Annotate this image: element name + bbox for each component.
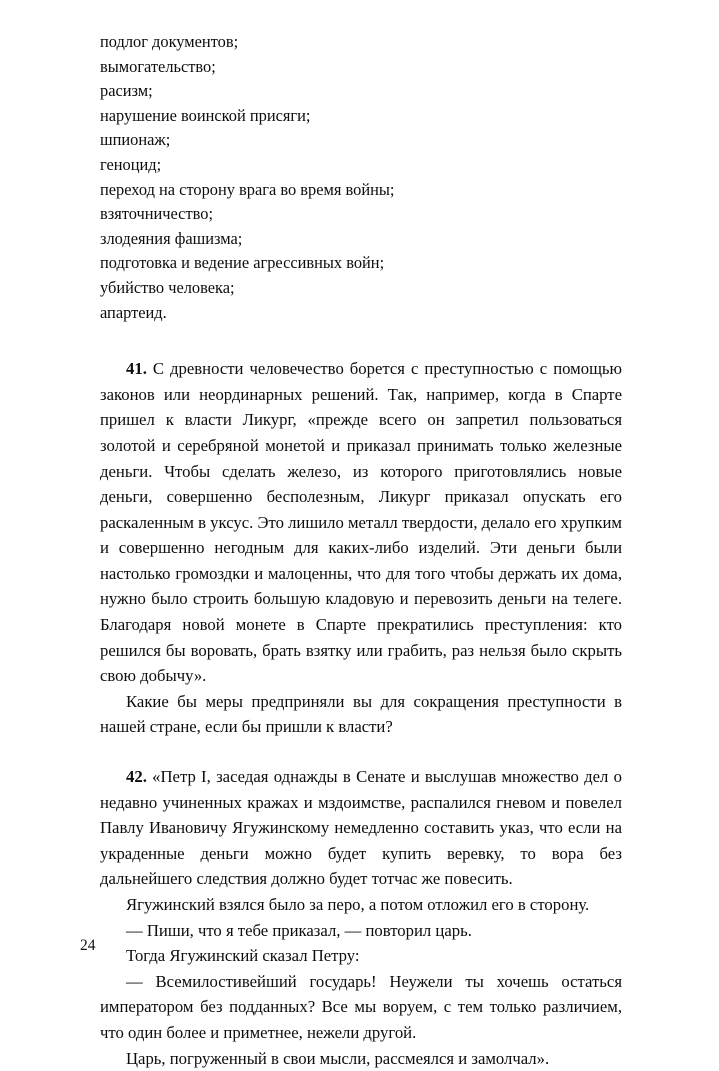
list-item: подлог документов; [100,32,239,51]
exercise-42-line-5: — Всемилостивейший государь! Неужели ты хочешь остаться императором без подданных? Все мы воруем, с тем только различием, что один более и приметнее, нежели другой. [100,971,622,1042]
exercise-41-body: С древности человечество борется с преступностью с помощью законов или неординарных решений. Так, например, когда в Спарте пришел к власти Ликург, «прежде всего он запретил пользоваться золотой и серебряной монетой и приказал принимать только железные деньги. Чтобы сделать железо, из которого приготовлялись новые деньги, совершенно бесполезным, Ликург приказал опускать его раскаленным в уксус. Это лишило металл твердости, делало его хрупким и совершенно негодным для каких-либо изделий. Эти деньги были настолько громоздки и малоценны, что для того чтобы держать их дома, нужно было строить большую кладовую и перевозить деньги на телеге. Благодаря новой монете в Спарте прекратились преступления: кто решился бы воровать, брать взятку или грабить, раз нельзя было скрыть свою добычу». [100,359,622,686]
exercise-42-line-6: Царь, погруженный в свои мысли, рассмеялся и замолчал». [126,1048,550,1068]
page-number: 24 [80,937,96,954]
exercise-42-line-4: Тогда Ягужинский сказал Петру: [126,946,360,966]
exercise-42-paragraph [100,764,622,892]
exercise-42-line-2: Ягужинский взялся было за перо, а потом отложил его в сторону. [126,895,590,914]
list-item: геноцид; [100,154,162,174]
exercise-42-body: «Петр I, заседая однажды в Сенате и выслушав множество дел о недавно учиненных кражах и мздоимстве, распалился гневом и повелел Павлу Ивановичу Ягужинскому немедленно составить указ, что если на украденные деньги можно будет купить веревку, то вора без дальнейшего следствия должно будет тотчас же повесить. [100,767,622,889]
list-item: переход на сторону врага во время войны; [100,179,395,199]
list-item: взяточничество; [100,204,213,224]
exercise-41-number: 41. [126,359,147,379]
spacer [100,325,622,356]
exercise-41-paragraph [100,356,622,689]
spacer [100,740,622,764]
list-item: нарушение воинской присяги; [100,105,311,125]
exercise-42-line-3: — Пиши, что я тебе приказал, — повторил царь. [126,920,472,940]
list-item: убийство человека; [100,277,235,297]
list-item: расизм; [100,81,153,101]
list-item: подготовка и ведение агрессивных войн; [100,253,385,273]
list-item: апартеид. [100,302,167,322]
page-content [100,30,622,1071]
list-item: злодеяния фашизма; [100,228,243,248]
list-item: вымогательство; [100,56,216,76]
exercise-42-number: 42. [126,767,147,787]
exercise-41-question: Какие бы меры предприняли вы для сокращения преступности в нашей стране, если бы пришли к власти? [100,691,622,737]
list-item: шпионаж; [100,130,171,150]
crime-type-list [100,30,622,325]
